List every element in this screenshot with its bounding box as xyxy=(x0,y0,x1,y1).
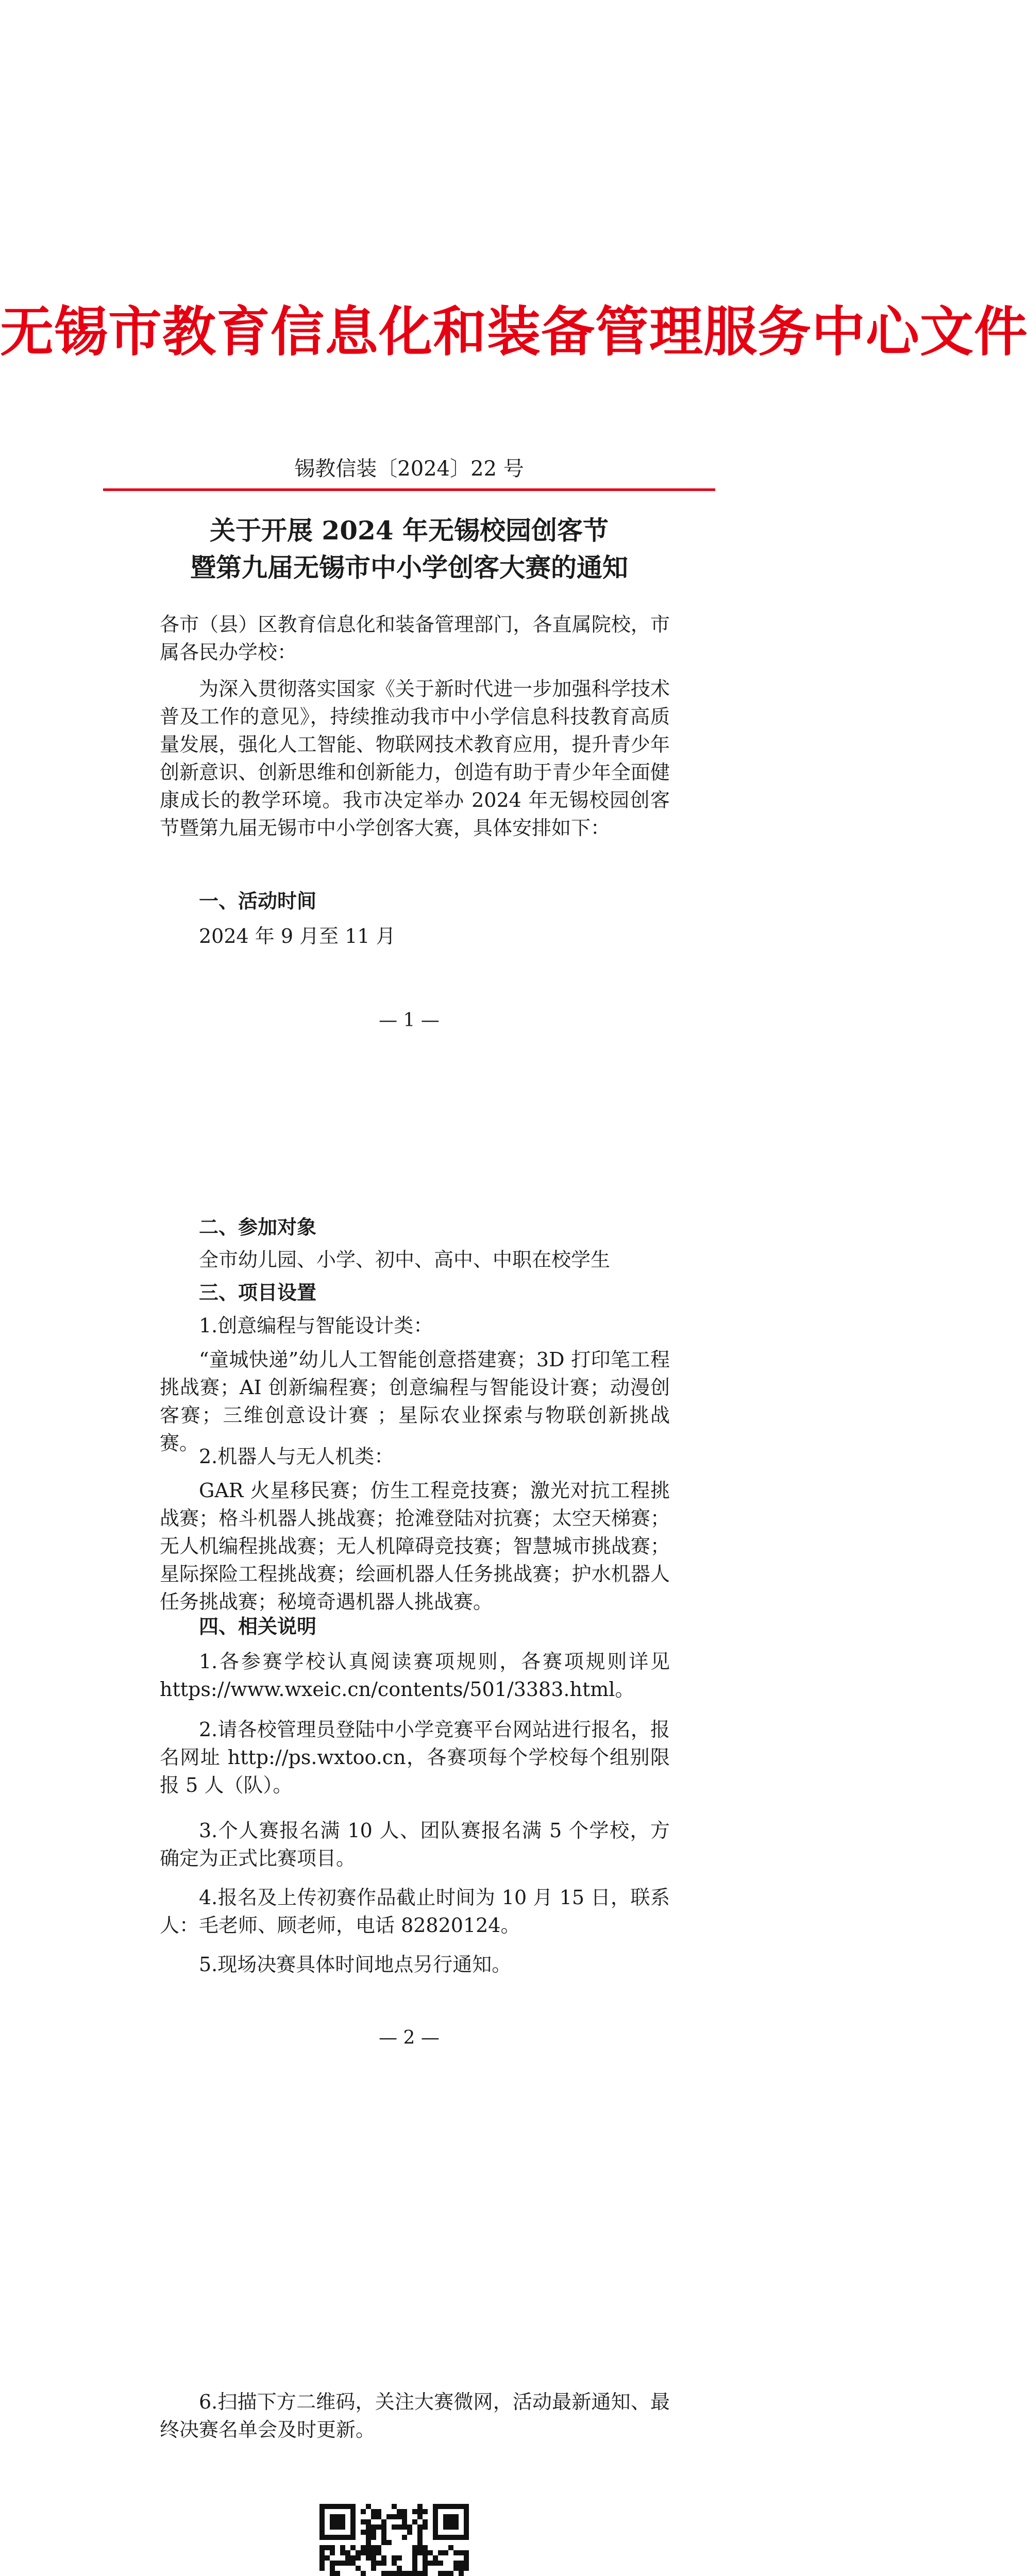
note-6: 6.扫描下方二维码，关注大赛微网，活动最新通知、最终决赛名单会及时更新。 xyxy=(160,2391,670,2441)
project-2-body: GAR 火星移民赛；仿生工程竞技赛；激光对抗工程挑战赛；格斗机器人挑战赛；抢滩登陆对抗赛；太空天梯赛；无人机编程挑战赛；无人机障碍竞技赛；智慧城市挑战赛；星际探险工程挑战赛；绘画机器人任务挑战赛；护水机器人任务挑战赛；秘境奇遇机器人挑战赛。 xyxy=(160,1479,670,1613)
doc-number: 锡教信装〔2024〕22 号 xyxy=(294,457,524,481)
note-1: 1.各参赛学校认真阅读赛项规则，各赛项规则详见 https://www.wxeic.cn/contents/501/3383.html。 xyxy=(160,1650,670,1701)
issuer-title: 无锡市教育信息化和装备管理服务中心文件 xyxy=(0,300,1028,363)
notice-title-line2: 暨第九届无锡市中小学创客大赛的通知 xyxy=(190,552,628,583)
note-5: 5.现场决赛具体时间地点另行通知。 xyxy=(199,1953,512,1976)
project-heading: 三、项目设置 xyxy=(199,1281,317,1304)
notice-title-line1: 关于开展 2024 年无锡校园创客节 xyxy=(210,515,609,546)
page-number-2: — 2 — xyxy=(379,2027,440,2048)
project-2-title: 2.机器人与无人机类： xyxy=(199,1445,394,1468)
note-2: 2.请各校管理员登陆中小学竞赛平台网站进行报名，报名网址 http://ps.wxtoo.cn，各赛项每个学校每个组别限报 5 人（队）。 xyxy=(160,1718,670,1797)
red-divider xyxy=(103,488,715,491)
intro-paragraph: 为深入贯彻落实国家《关于新时代进一步加强科学技术普及工作的意见》，持续推动我市中小学信息科技教育高质量发展，强化人工智能、物联网技术教育应用，提升青少年创新意识、创新思维和创新能力，创造有助于青少年全面健康成长的教学环境。我市决定举办 2024 年无锡校园创客节暨第九届无锡市中小学创客大赛，具体安排如下： xyxy=(160,677,670,839)
note-3: 3.个人赛报名满 10 人、团队赛报名满 5 个学校，方确定为正式比赛项目。 xyxy=(160,1819,670,1870)
target-value: 全市幼儿园、小学、初中、高中、中职在校学生 xyxy=(199,1248,611,1271)
addressee: 各市（县）区教育信息化和装备管理部门，各直属院校，市属各民办学校： xyxy=(160,613,670,664)
time-heading: 一、活动时间 xyxy=(199,889,317,912)
time-value: 2024 年 9 月至 11 月 xyxy=(199,925,396,947)
target-heading: 二、参加对象 xyxy=(199,1215,317,1239)
note-4: 4.报名及上传初赛作品截止时间为 10 月 15 日，联系人：毛老师、顾老师，电话 82820124。 xyxy=(160,1886,670,1937)
project-1-body: “童城快递”幼儿人工智能创意搭建赛；3D 打印笔工程挑战赛；AI 创新编程赛；创意编程与智能设计赛；动漫创客赛；三维创意设计赛 ；星际农业探索与物联创新挑战赛。 xyxy=(160,1348,670,1454)
page-number-1: — 1 — xyxy=(379,1010,440,1031)
project-1-title: 1.创意编程与智能设计类： xyxy=(199,1314,433,1337)
notes-heading: 四、相关说明 xyxy=(199,1615,317,1638)
qr-code-icon[interactable] xyxy=(319,2504,469,2576)
